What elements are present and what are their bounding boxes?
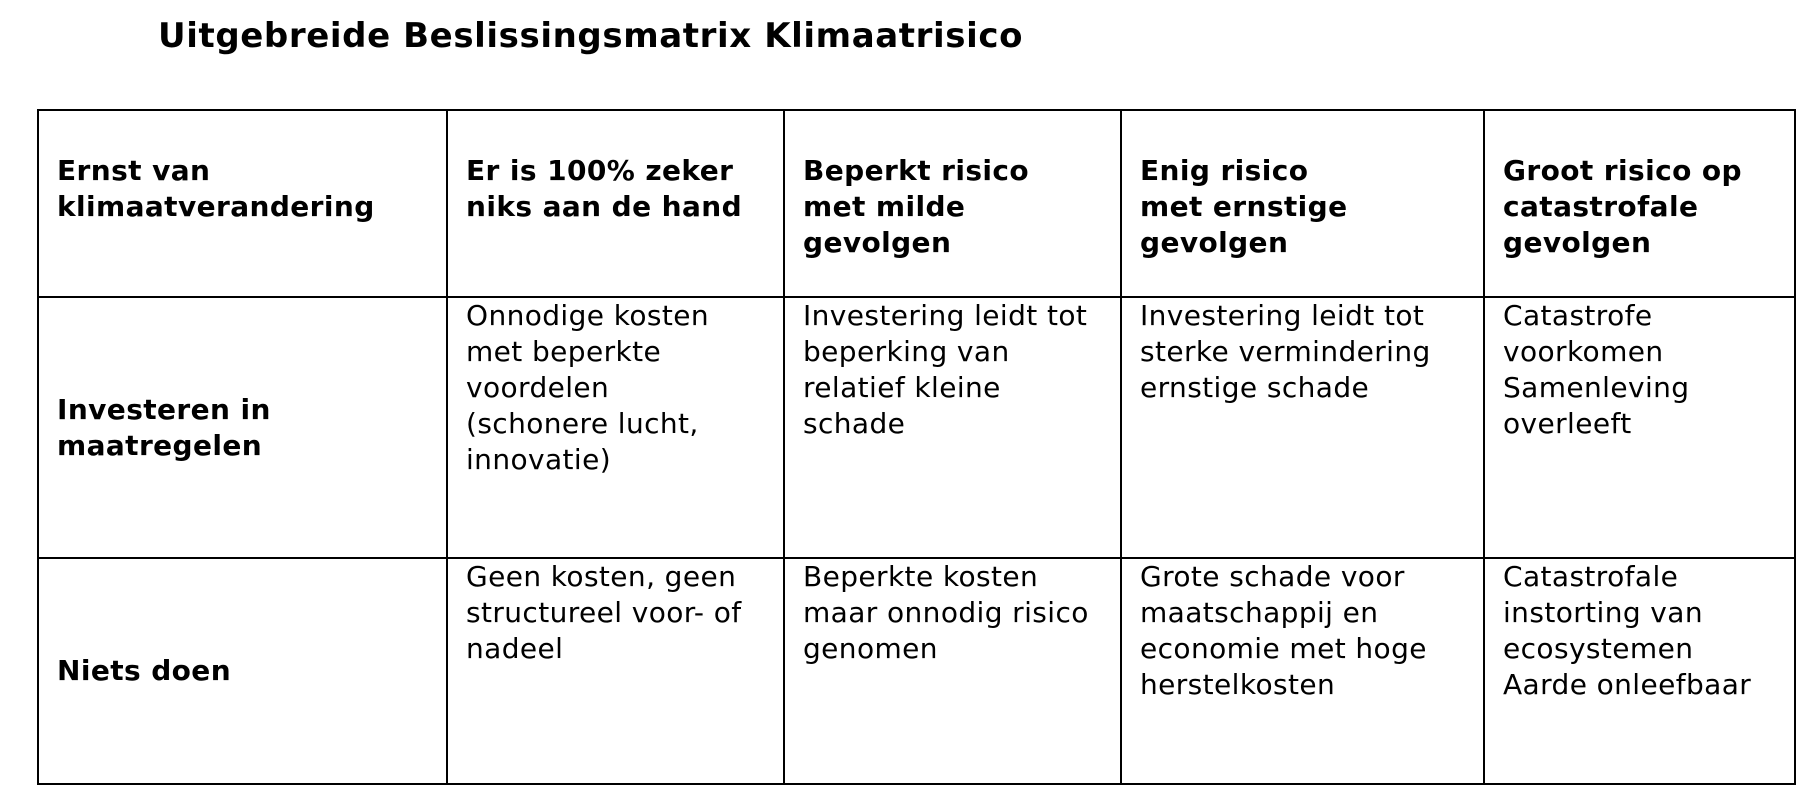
table-row-invest: [38, 297, 1795, 558]
column-header-limited-risk: Beperkt risico met milde gevolgen: [784, 110, 1121, 297]
table-cell: Geen kosten, geen structureel voor- of nadeel: [447, 558, 784, 784]
column-header-some-risk: Enig risico met ernstige gevolgen: [1121, 110, 1484, 297]
column-header-no-risk: Er is 100% zeker niks aan de hand: [447, 110, 784, 297]
table-row-do-nothing: [38, 558, 1795, 784]
table-cell: Investering leidt tot beperking van relatief kleine schade: [784, 297, 1121, 558]
table-cell: Onnodige kosten met beperkte voordelen (schonere lucht, innovatie): [447, 297, 784, 558]
table-cell: Catastrofe voorkomen Samenleving overleeft: [1484, 297, 1795, 558]
table-header-row: [38, 110, 1795, 297]
table-cell: Beperkte kosten maar onnodig risico genomen: [784, 558, 1121, 784]
page-title: Uitgebreide Beslissingsmatrix Klimaatrisico: [158, 16, 1024, 56]
decision-matrix-table: [37, 109, 1796, 785]
table-cell: Investering leidt tot sterke vermindering ernstige schade: [1121, 297, 1484, 558]
row-label-invest: Investeren in maatregelen: [38, 297, 447, 558]
column-header-high-risk: Groot risico op catastrofale gevolgen: [1484, 110, 1795, 297]
corner-header-cell: Ernst van klimaatverandering: [38, 110, 447, 297]
table-cell: Catastrofale instorting van ecosystemen Aarde onleefbaar: [1484, 558, 1795, 784]
row-label-do-nothing: Niets doen: [38, 558, 447, 784]
table-cell: Grote schade voor maatschappij en economie met hoge herstelkosten: [1121, 558, 1484, 784]
